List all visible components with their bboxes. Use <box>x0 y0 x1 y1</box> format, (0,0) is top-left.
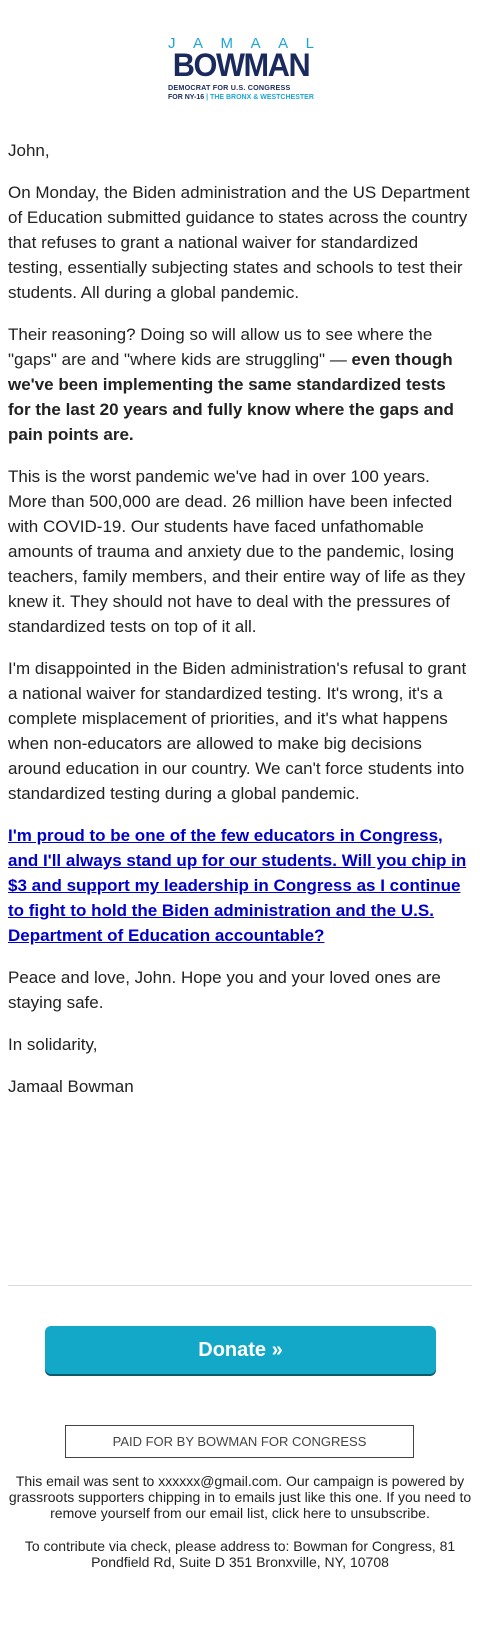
paragraph-text: Their reasoning? Doing so will allow us to see where the "gaps" are and "where kids are struggling" — <box>8 325 433 369</box>
email-paragraph: I'm disappointed in the Biden administration's refusal to grant a national waiver for standardized testing. It's wrong, it's a complete misplacement of priorities, and it's what happens when non-educators are allowed to make big decisions around education in our country. We can't force students into standardized testing during a global pandemic. <box>8 659 467 803</box>
logo-district-right: THE BRONX & WESTCHESTER <box>210 94 314 101</box>
unsubscribe-link[interactable]: click here to unsubscribe. <box>271 1505 430 1521</box>
logo-letter: M <box>220 35 234 52</box>
email-paragraph: On Monday, the Biden administration and the US Department of Education submitted guidance to states across the country that refuses to grant a national waiver for standardized testing, essentially subjecting states and schools to test their students. All during a global pandemic. <box>8 183 470 302</box>
campaign-logo <box>168 36 314 104</box>
footer-notice-text: This email was sent to xxxxxx@gmail.com. Our campaign is powered by grassroots supporters chipping in to emails just like this one. If you need to remove yourself from our email list, <box>8 1473 472 1521</box>
email-paragraph <box>8 322 472 447</box>
email-signoff: In solidarity, <box>8 1035 98 1054</box>
email-paragraph: This is the worst pandemic we've had in over 100 years. More than 500,000 are dead. 26 million have been infected with COVID-19. Our students have faced unfathomable amounts of trauma and anxiety due to the pandemic, losing teachers, family members, and their entire way of life as they knew it. They should not have to deal with the pressures of standardized tests on top of it all. <box>8 467 466 636</box>
paragraph-bold-text: even though we've been implementing the same standardized tests for the last 20 years and fully know where the gaps and pain points are. <box>8 350 454 444</box>
email-paragraph: Peace and love, John. Hope you and your loved ones are staying safe. <box>8 968 441 1012</box>
footer-email-notice <box>8 1473 472 1521</box>
logo-letter: A <box>250 35 261 52</box>
email-greeting: John, <box>8 141 50 160</box>
paid-for-disclaimer: PAID FOR BY BOWMAN FOR CONGRESS <box>65 1425 414 1458</box>
logo-letter: L <box>305 35 314 52</box>
donate-cta-link[interactable]: I'm proud to be one of the few educators in Congress, and I'll always stand up for our students. Will you chip in $3 and support my leadership in Congress as I continue to fight to hold the Biden administration and the U.S. Department of Education accountable? <box>8 826 467 945</box>
logo-district <box>168 93 314 102</box>
footer-divider <box>8 1285 472 1286</box>
logo-last-name: BOWMAN <box>172 47 310 83</box>
logo-letter: J <box>168 35 176 52</box>
logo-district-separator: | <box>204 94 211 101</box>
logo-letter: A <box>278 35 289 52</box>
email-paragraph <box>8 823 472 948</box>
logo-letter: A <box>193 35 204 52</box>
footer-check-address: To contribute via check, please address to: Bowman for Congress, 81 Pondfield Rd, Suite D 351 Bronxville, NY, 10708 <box>24 1538 456 1570</box>
logo-tagline: DEMOCRAT FOR U.S. CONGRESS <box>168 83 291 92</box>
email-signature: Jamaal Bowman <box>8 1077 134 1096</box>
logo-district-left: FOR NY-16 <box>168 94 205 101</box>
email-body <box>8 138 472 1116</box>
donate-button[interactable]: Donate » <box>45 1326 436 1374</box>
